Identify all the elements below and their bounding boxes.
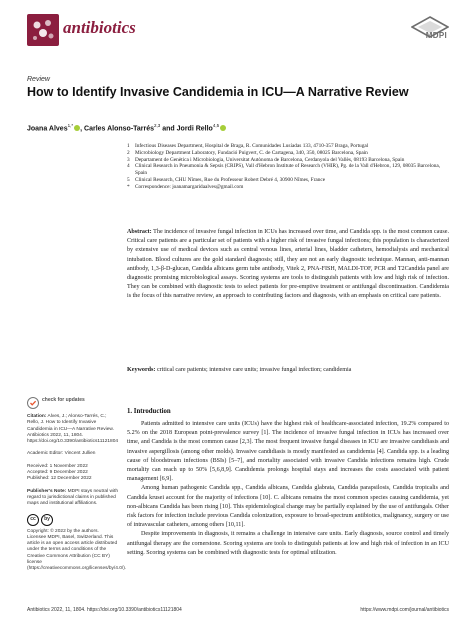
footer-journal-url[interactable]: https://www.mdpi.com/journal/antibiotics xyxy=(360,607,449,613)
author-name[interactable]: Carles Alonso-Tarrés xyxy=(84,125,155,133)
body-paragraph: Despite improvements in diagnosis, it remains a challenge in intensive care units. Early diagnosis, source control and timely antifungal therapy are the cornerstone. Scoring systems are tools to distinguish patients at low and high risk of infection in an ICU setting. Scoring systems can be combined with diagnostic tests for optimal utilization. xyxy=(127,531,449,556)
received-date: Received: 1 November 2022 xyxy=(27,463,88,469)
body-paragraph: Patients admitted to intensive care units (ICUs) have the highest risk of healthcare-associated infection, 19.2% compared to 5.2% on the 2018 European point-prevalence survey [1]. The incidence of invasive fungal infection in ICUs has increased over time, and Candida is the most common cause [2,3]. The most frequent invasive fungal diseases in ICU are invasive candidiasis and invasive aspergillosis (among other molds). Invasive candidiasis is mostly manifested as candidemia [4]. Candida spp. is a leading cause of bloodstream infections (BSIs) [5–7], and mortality associated with invasive Candida infections remains high. Crude mortality can reach up to 50% [5,6,8,9]. Candidemia prolongs hospital stays and increases the costs associated with patient management [6,9]. xyxy=(127,421,449,483)
correspondence-item xyxy=(127,184,449,191)
author-name[interactable]: Jordi Rello xyxy=(176,125,213,133)
orcid-icon[interactable] xyxy=(220,125,226,131)
article-title: How to Identify Invasive Candidemia in ICU—A Narrative Review xyxy=(27,85,409,99)
abstract xyxy=(127,228,449,302)
affiliation-text: Microbiology Department Laboratory, Fundació Puigvert, C. de Cartagena, 340, 350, 08025 Barcelona, Spain xyxy=(135,149,368,156)
affiliation-text: Departament de Genètica i Microbiologia, Universitat Autònoma de Barcelona, Cerdanyola del Vallès, 08193 Barcelona, Spain xyxy=(135,156,405,163)
body-paragraph: Among human pathogenic Candida spp., Candida albicans, Candida glabrata, Candida parapsilosis, Candida tropicalis and Candida krusei account for the majority of infections [10]. C. albicans remains the most common species causing candidemia, yet non-albicans Candida has been rising [10]. This epidemiological change may be partially explained by the use of antifungals. Other risk factors for infection include previous Candida colonization, exposure to broad-spectrum antibiotics, malignancy, surgery or use of intravascular catheters, among others [10,11]. xyxy=(127,485,449,529)
affiliation-number: 3 xyxy=(127,156,130,163)
academic-editor: Academic Editor: Vincent Jullien xyxy=(27,451,96,457)
affiliation-text: Infectious Diseases Department, Hospital de Braga, R. Comunidades Lusíadas 133, 4710-357 Braga, Portugal xyxy=(135,143,369,149)
citation-label: Citation: xyxy=(27,414,47,419)
page-footer xyxy=(27,607,449,613)
affiliation-number: * xyxy=(127,183,130,190)
orcid-icon[interactable] xyxy=(74,125,80,131)
check-updates-label: check for updates xyxy=(42,397,85,403)
affiliation-number: 4 xyxy=(127,163,130,170)
correspondence-text[interactable]: Correspondence: joanamargaridaalves@gmail.com xyxy=(135,183,244,190)
check-updates-button[interactable] xyxy=(27,395,87,413)
affiliation-number: 2 xyxy=(127,149,130,156)
abstract-text: The incidence of invasive fungal infection in ICUs has increased over time, and Candida spp. is the most common cause. Critical care patients are a particular set of patients with a higher risk of invasive fungal infections; this population is characterized by extensive use of medical devices such as central venous lines, arterial lines, bladder catheters, hemodialysis and mechanical intubation. Blood cultures are the gold standard diagnosis; still, they are not an early diagnostic technique. Mannan, anti-mannan antibody, 1,3-β-D-glucan, Candida albicans germ tube antibody, Vitek 2, PNA-FISH, MALDI-TOF, PCR and T2Candida panel are diagnostic promising microbiological assays. Scoring systems are tools to distinguish patients with low and high risk of infection. They can be combined with diagnostic tests to select patients for pre-emptive treatment or antifungal discontinuation. Candidemia is the focus of this narrative review, an approach to contributing factors and diagnosis, with an emphasis on critical care patients. xyxy=(127,229,449,300)
abstract-label: Abstract: xyxy=(127,229,152,235)
affiliation-item xyxy=(127,150,449,157)
author-list: Joana Alves$^{1,*}$ , Carles Alonso-Tarrés$^{2,3}$ and Jordi Rello$^{4,5}$ xyxy=(27,123,447,132)
copyright-block xyxy=(27,528,127,573)
publisher-name: MDPI xyxy=(425,31,447,40)
citation-block xyxy=(27,414,119,445)
dates-block xyxy=(27,464,119,483)
section-heading-introduction: 1. Introduction xyxy=(127,408,171,415)
article-type: Review xyxy=(27,76,50,83)
accepted-date: Accepted: 9 December 2022 xyxy=(27,470,88,476)
cc-by-license-badge[interactable] xyxy=(27,514,53,526)
keywords xyxy=(127,366,449,375)
affiliation-item xyxy=(127,177,449,184)
affiliation-item xyxy=(127,163,449,177)
journal-header xyxy=(27,12,449,52)
journal-logo-icon xyxy=(27,14,59,46)
editor-block xyxy=(27,451,119,457)
check-updates-icon xyxy=(27,397,39,409)
affiliation-list xyxy=(127,143,449,191)
affiliation-text: Clinical Research in Pneumonia & Sepsis (CRIPS), Vall d'Hebron Institute of Research (VHIR), Pg. de la Vall d'Hebron, 129, 08035 Barcelona, Spain xyxy=(135,163,441,177)
cc-icon: cc xyxy=(27,514,39,526)
author-affiliation-mark: 1,* xyxy=(67,123,74,128)
citation-text[interactable]: Alves, J.; Alonso-Tarrés, C.; Rello, J. How to Identify Invasive Candidemia in ICU—A Narrative Review. Antibiotics 2022, 11, 1804. https://doi.org/10.3390/antibiotics11121804 xyxy=(27,414,119,445)
publisher-note-text: MDPI stays neutral with regard to jurisdictional claims in published maps and institutional affiliations. xyxy=(27,488,118,507)
keywords-text: critical care patients; intensive care units; invasive fungal infection; candidemia xyxy=(156,367,352,373)
affiliation-item xyxy=(127,143,449,150)
footer-citation[interactable]: Antibiotics 2022, 11, 1804. https://doi.org/10.3390/antibiotics11121804 xyxy=(27,607,182,613)
affiliation-number: 5 xyxy=(127,176,130,183)
by-icon: by xyxy=(41,514,53,526)
author-affiliation-mark: 2,3 xyxy=(154,123,161,128)
copyright-text: Copyright: © 2022 by the authors. Licensee MDPI, Basel, Switzerland. This article is an open access article distributed under the terms and conditions of the Creative Commons Attribution (CC BY) license (https://creativecommons.org/licenses/by/4.0/). xyxy=(27,528,127,572)
journal-name: antibiotics xyxy=(63,18,136,37)
affiliation-text: Clinical Research, CHU Nîmes, Rue du Professeur Robert Debré 4, 30900 Nîmes, France xyxy=(135,176,326,183)
publisher-note-block xyxy=(27,489,119,508)
publisher-note-label: Publisher's Note: xyxy=(27,488,67,494)
affiliation-number: 1 xyxy=(127,143,130,149)
article-info-sidebar xyxy=(27,414,127,579)
keywords-label: Keywords: xyxy=(127,367,156,373)
author-name[interactable]: Joana Alves xyxy=(27,125,68,133)
author-affiliation-mark: 4,5 xyxy=(212,123,220,128)
introduction-body xyxy=(127,420,449,558)
published-date: Published: 12 December 2022 xyxy=(27,476,92,482)
